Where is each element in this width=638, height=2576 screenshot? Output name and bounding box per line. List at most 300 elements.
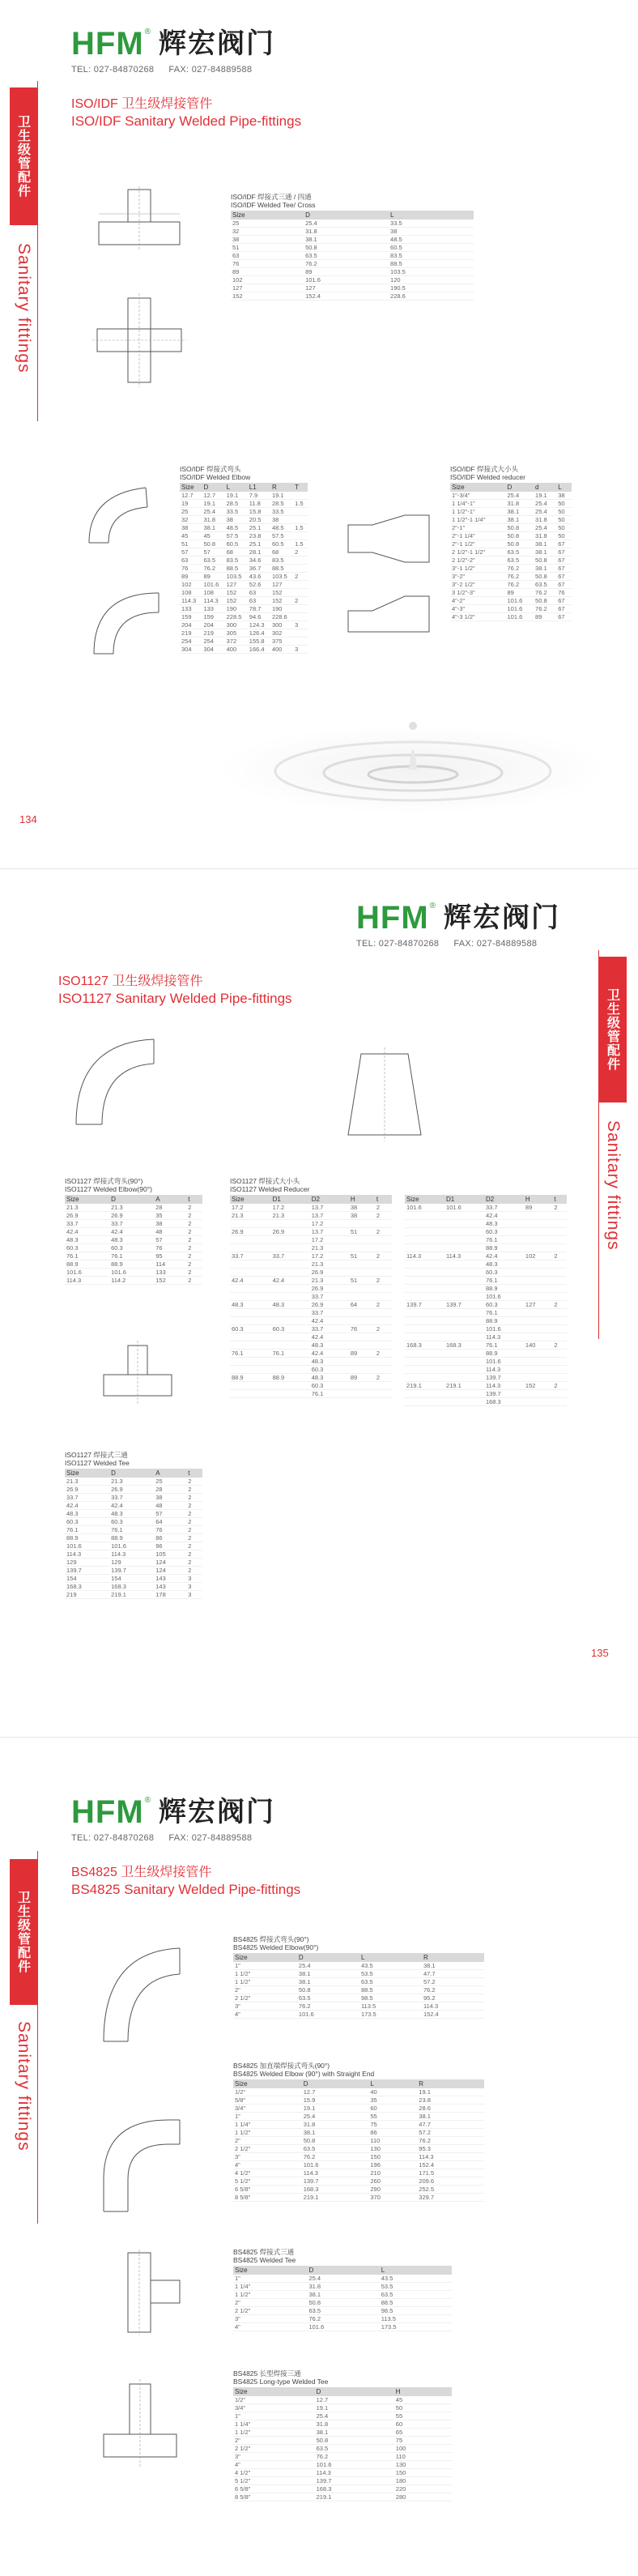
table-cell: 76.2 <box>315 2453 394 2461</box>
table-cell: 50 <box>556 532 572 540</box>
table-cell: 38.1 <box>202 524 224 532</box>
table-row <box>230 1325 392 1333</box>
column-header: L <box>380 2266 452 2275</box>
table-cell: 51 <box>349 1228 375 1236</box>
table-cell: 124.3 <box>248 621 270 629</box>
table-cell: 32 <box>180 516 202 524</box>
table-cell: 2 <box>293 548 308 557</box>
table-cell: 76.1 <box>230 1350 271 1358</box>
table-cell: 2 <box>186 1526 202 1534</box>
table-cell: 76.2 <box>534 589 556 597</box>
table-row <box>231 252 474 260</box>
table-cell: 2 <box>375 1350 392 1358</box>
table-cell: 63.5 <box>359 1978 422 1986</box>
side-divider <box>37 81 38 421</box>
table-cell <box>271 1317 310 1325</box>
table-cell: 108 <box>202 589 224 597</box>
column-header: t <box>186 1195 202 1204</box>
column-header: D <box>307 2266 379 2275</box>
table-cell <box>405 1269 444 1277</box>
table-cell: 60.3 <box>310 1382 349 1390</box>
table-cell: 88.5 <box>389 260 474 268</box>
table-cell: 26.9 <box>65 1486 109 1494</box>
table-cell: 76 <box>231 260 304 268</box>
table-cell: 139.7 <box>484 1374 524 1382</box>
table-cell: 228.5 <box>225 613 248 621</box>
table-cell: 88.5 <box>380 2299 452 2307</box>
table-cell: 114.2 <box>109 1277 154 1285</box>
table-cell: 60.3 <box>310 1366 349 1374</box>
column-header: L <box>359 1953 422 1962</box>
table-cell: 2" <box>233 1986 297 1994</box>
table-cell <box>405 1350 444 1358</box>
table-cell: 88.9 <box>109 1260 154 1269</box>
elbow-table: BS4825 焊接式弯头(90°) BS4825 Welded Elbow(90°) Size D L R 1" 25.4 43.5 38.1 1 1/2" 38.1 53.5 47.7 1 1/2" 38.1 63.5 57.2 2" 50.8 88.5 76.2 2 1/2" 63.5 98.5 95.2 3" 76.2 113.5 114.3 4" 101.6 173.5 152.4 <box>233 1935 484 2019</box>
table-row <box>233 2412 452 2420</box>
table-cell: 50.8 <box>302 2137 369 2145</box>
table-cell <box>375 1366 392 1374</box>
column-header: Size <box>231 211 304 220</box>
table-cell: 50.8 <box>315 2437 394 2445</box>
table-cell: 101.6 <box>405 1204 444 1212</box>
table-cell: 25 <box>231 220 304 228</box>
table-cell: 4" <box>233 2323 307 2331</box>
table-cell: 5/8" <box>233 2096 302 2105</box>
table-row <box>180 532 308 540</box>
table-cell: 4 1/2" <box>233 2169 302 2177</box>
table-cell: 60.3 <box>484 1228 524 1236</box>
table-cell: 57 <box>154 1236 186 1244</box>
table-row <box>230 1317 392 1325</box>
table-cell: 101.6 <box>484 1293 524 1301</box>
table-cell <box>375 1236 392 1244</box>
brand-name: HFM <box>356 900 429 936</box>
table-cell: 400 <box>225 646 248 654</box>
table-cell: 120 <box>389 276 474 284</box>
table-cell: 76.1 <box>271 1350 310 1358</box>
table-cell: 47.7 <box>417 2121 484 2129</box>
table-row <box>180 597 308 605</box>
table-cell <box>552 1269 567 1277</box>
table-cell: 171.5 <box>417 2169 484 2177</box>
table-cell: 86 <box>154 1534 186 1542</box>
table-cell: 2"-1" <box>450 524 506 532</box>
table-cell: 50 <box>556 500 572 508</box>
table-row <box>405 1228 567 1236</box>
table-row <box>450 573 572 581</box>
table-cell: 42.4 <box>65 1228 109 1236</box>
table-cell: 3" <box>233 2153 302 2161</box>
table-cell <box>524 1260 553 1269</box>
column-header: Size <box>65 1195 109 1204</box>
table-cell: 55 <box>368 2113 417 2121</box>
column-header: L <box>556 483 572 492</box>
table-cell: 3/4" <box>233 2404 315 2412</box>
page-title: ISO1127 卫生级焊接管件 ISO1127 Sanitary Welded Pipe-fittings <box>58 975 292 1006</box>
table-cell: 42.4 <box>310 1350 349 1358</box>
table-row <box>230 1260 392 1269</box>
table-cell: 114.3 <box>484 1382 524 1390</box>
table-cell: 88.9 <box>484 1285 524 1293</box>
table-cell: 12.7 <box>202 492 224 500</box>
table-cell: 2 <box>186 1236 202 1244</box>
table-cell: 60.3 <box>109 1244 154 1252</box>
column-header: Size <box>233 1953 297 1962</box>
table-cell <box>405 1228 444 1236</box>
table-cell: 76 <box>556 589 572 597</box>
table-cell <box>552 1350 567 1358</box>
table-cell: 76.2 <box>307 2315 379 2323</box>
table-row <box>450 492 572 500</box>
table-cell: 57 <box>154 1510 186 1518</box>
table-cell: 143 <box>154 1583 186 1591</box>
table-row <box>450 557 572 565</box>
table-cell <box>293 492 308 500</box>
table-cell: 42.4 <box>109 1228 154 1236</box>
table-cell: 2 1/2" <box>233 2307 307 2315</box>
table-cell: 2 <box>293 573 308 581</box>
table-cell: 168.3 <box>444 1341 484 1350</box>
column-header: D <box>506 483 534 492</box>
table-row <box>405 1374 567 1382</box>
table-cell <box>293 581 308 589</box>
table-cell: 26.9 <box>310 1301 349 1309</box>
column-header: D <box>297 1953 359 1962</box>
table-cell: 53.5 <box>359 1970 422 1978</box>
table-cell: 76.1 <box>484 1236 524 1244</box>
table-cell: 67 <box>556 540 572 548</box>
table-cell: 42.4 <box>65 1502 109 1510</box>
elbow-straight-table: BS4825 加直端焊接式弯头(90°) BS4825 Welded Elbow (90°) with Straight End Size D L R 1/2" 12.7 40 19.1 5/8" 15.9 35 23.8 3/4" 19.1 60 28.6 1" 25.4 55 38.1 1 1/4" 31.8 75 47.7 1 1/2" 38.1 86 57.2 2" 50.8 110 76.2 2 1/2" 63.5 130 95.3 3" 76.2 150 114.3 4" 101.6 196 152.4 4 1/2" 114.3 210 171.5 5 1/2" 139.7 260 209.6 6 5/8" 168.3 290 252.5 8 5/8" 219.1 370 329.7 <box>233 2062 484 2202</box>
table-cell: 38.1 <box>534 548 556 557</box>
table-cell <box>230 1358 271 1366</box>
table-row <box>230 1341 392 1350</box>
table-row <box>65 1486 202 1494</box>
brand-name-cn: 辉宏阀门 <box>444 902 561 934</box>
table-cell: 19.1 <box>270 492 293 500</box>
table-row <box>180 500 308 508</box>
table-cell <box>444 1236 484 1244</box>
table-row <box>233 1962 484 1970</box>
table-row <box>65 1575 202 1583</box>
table-row <box>65 1212 202 1220</box>
table-cell: 63.5 <box>302 2145 369 2153</box>
table-cell: 168.3 <box>405 1341 444 1350</box>
table-cell: 57.5 <box>270 532 293 540</box>
table-row <box>65 1494 202 1502</box>
table-cell <box>375 1285 392 1293</box>
table-cell: 21.3 <box>271 1212 310 1220</box>
table-cell: 168.3 <box>109 1583 154 1591</box>
table-cell: 48.3 <box>484 1220 524 1228</box>
table-cell: 254 <box>180 638 202 646</box>
table-cell: 114.3 <box>65 1277 109 1285</box>
table-row <box>233 2396 452 2404</box>
table-cell: 60.3 <box>230 1325 271 1333</box>
table-cell: 101.6 <box>304 276 389 284</box>
table-cell <box>405 1317 444 1325</box>
table-cell: 133 <box>202 605 224 613</box>
table-row <box>180 638 308 646</box>
column-header: D1 <box>444 1195 484 1204</box>
table-cell: 190.5 <box>389 284 474 292</box>
table-cell: 38 <box>231 236 304 244</box>
table-cell: 31.8 <box>534 532 556 540</box>
table-cell: 1 1/2"-1 1/4" <box>450 516 506 524</box>
table-cell: 25.4 <box>307 2275 379 2283</box>
page-number: 135 <box>591 1647 609 1659</box>
table-cell: 38.1 <box>304 236 389 244</box>
table-row <box>450 589 572 597</box>
table-cell: 101.6 <box>109 1269 154 1277</box>
table-row <box>180 492 308 500</box>
table-cell <box>230 1390 271 1398</box>
table-cell: 21.3 <box>65 1478 109 1486</box>
reducer-table-continued <box>405 1193 567 1406</box>
table-cell <box>524 1366 553 1374</box>
table-cell: 1/2" <box>233 2088 302 2096</box>
table-cell: 76.2 <box>202 565 224 573</box>
table-cell: 67 <box>556 565 572 573</box>
table-row <box>65 1542 202 1550</box>
table-cell: 13.7 <box>310 1212 349 1220</box>
table-cell: 304 <box>202 646 224 654</box>
table-cell: 139.7 <box>315 2477 394 2485</box>
table-cell <box>375 1244 392 1252</box>
catalog-page-135 <box>0 868 638 1737</box>
table-cell <box>552 1325 567 1333</box>
table-cell: 3 1/2"-3" <box>450 589 506 597</box>
table-row <box>233 1970 484 1978</box>
table-cell: 375 <box>270 638 293 646</box>
reducer-table: ISO1127 焊接式大小头 ISO1127 Welded Reducer Size D1 D2 H t 17.2 17.2 13.7 38 2 21.3 21.3 13.7 38 2 17.2 26.9 26.9 13.7 51 2 17.2 21.3 33.7 33.7 17.2 51 2 21.3 26.9 42.4 42.4 21.3 51 2 26.9 33.7 48.3 48.3 26.9 64 2 33.7 42.4 60.3 60.3 33.7 76 2 42.4 48.3 76.1 76.1 42.4 89 2 48.3 60.3 88.9 88.9 48.3 89 2 60.3 76.1 <box>230 1177 392 1398</box>
column-header: D2 <box>310 1195 349 1204</box>
table-cell <box>552 1236 567 1244</box>
table-row <box>230 1333 392 1341</box>
table-cell <box>405 1293 444 1301</box>
table-cell: 48.3 <box>230 1301 271 1309</box>
table-cell: 38.1 <box>534 540 556 548</box>
table-cell: 75 <box>368 2121 417 2129</box>
table-cell: 60.3 <box>65 1518 109 1526</box>
table-cell: 13.7 <box>310 1228 349 1236</box>
table-cell: 60.3 <box>484 1301 524 1309</box>
table-cell <box>271 1341 310 1350</box>
table-row <box>405 1358 567 1366</box>
table-cell <box>552 1317 567 1325</box>
column-header: Size <box>450 483 506 492</box>
table-cell: 28 <box>154 1486 186 1494</box>
table-cell <box>552 1309 567 1317</box>
table-cell: 45 <box>202 532 224 540</box>
table-cell <box>375 1333 392 1341</box>
table-cell: 252.5 <box>417 2186 484 2194</box>
table-row <box>230 1390 392 1398</box>
table-cell: 219 <box>65 1591 109 1599</box>
table-cell: 26.9 <box>109 1486 154 1494</box>
table-row <box>65 1204 202 1212</box>
table-cell: 50.8 <box>297 1986 359 1994</box>
table-cell: 2 <box>375 1374 392 1382</box>
brand-logo: HFM ® 辉宏阀门 <box>71 1794 276 1830</box>
table-row <box>230 1277 392 1285</box>
table-cell: 1.5 <box>293 540 308 548</box>
side-tab-cn: 卫生级管配件 <box>10 1859 37 2005</box>
table-cell <box>524 1358 553 1366</box>
table-row <box>65 1277 202 1285</box>
table-cell: 38.1 <box>297 1970 359 1978</box>
table-cell <box>349 1382 375 1390</box>
elbow-table: ISO1127 焊接式弯头(90°) ISO1127 Welded Elbow(90°) Size D A t 21.3 21.3 28 2 26.9 26.9 35 2 33.7 33.7 38 2 42.4 42.4 48 2 48.3 48.3 57 2 60.3 60.3 76 2 76.1 76.1 95 2 88.9 88.9 114 2 101.6 101.6 133 2 114.3 114.2 152 2 <box>65 1177 202 1285</box>
table-cell: 102 <box>180 581 202 589</box>
table-cell: 113.5 <box>359 2002 422 2011</box>
table-cell: 154 <box>109 1575 154 1583</box>
table-cell <box>375 1358 392 1366</box>
table-cell: 1" <box>233 2113 302 2121</box>
table-cell: 254 <box>202 638 224 646</box>
table-cell <box>271 1333 310 1341</box>
table-cell: 21.3 <box>310 1277 349 1285</box>
table-cell: 57 <box>202 548 224 557</box>
table-cell <box>293 605 308 613</box>
elbow-drawing-2 <box>78 577 167 658</box>
table-cell <box>524 1236 553 1244</box>
table-cell: 219.1 <box>109 1591 154 1599</box>
reducer-drawing <box>340 1046 429 1143</box>
table-cell <box>271 1358 310 1366</box>
table-cell: 114.3 <box>405 1252 444 1260</box>
table-cell: 4"-3" <box>450 605 506 613</box>
table-cell: 143 <box>154 1575 186 1583</box>
table-cell: 33.7 <box>65 1494 109 1502</box>
table-row <box>233 2113 484 2121</box>
table-row <box>450 597 572 605</box>
table-cell: 260 <box>368 2177 417 2186</box>
table-cell: 33.7 <box>230 1252 271 1260</box>
table-cell: 76 <box>154 1244 186 1252</box>
table-cell: 101.6 <box>202 581 224 589</box>
column-header: Size <box>233 2079 302 2088</box>
table-cell: 35 <box>154 1212 186 1220</box>
table-row <box>231 276 474 284</box>
table-cell: 38 <box>154 1220 186 1228</box>
table-cell: 50.8 <box>506 524 534 532</box>
table-cell <box>405 1285 444 1293</box>
table-row <box>233 2291 452 2299</box>
table-cell: 113.5 <box>380 2315 452 2323</box>
column-header: Size <box>180 483 202 492</box>
table-cell: 2 <box>375 1252 392 1260</box>
table-cell: 2 <box>375 1228 392 1236</box>
table-cell: 2"-1 1/4" <box>450 532 506 540</box>
table-cell: 32 <box>231 228 304 236</box>
table-cell: 101.6 <box>484 1325 524 1333</box>
table-cell <box>230 1244 271 1252</box>
table-cell <box>524 1374 553 1382</box>
table-cell: 2 <box>186 1277 202 1285</box>
table-cell: 83.5 <box>225 557 248 565</box>
table-cell: 152 <box>270 589 293 597</box>
table-cell <box>349 1260 375 1269</box>
table-row <box>233 2323 452 2331</box>
table-cell: 2 <box>375 1325 392 1333</box>
table-cell: 48.3 <box>271 1301 310 1309</box>
table-row <box>230 1236 392 1244</box>
table-cell: 209.6 <box>417 2177 484 2186</box>
table-cell: 98.5 <box>380 2307 452 2315</box>
table-row <box>65 1502 202 1510</box>
table-cell: 26.9 <box>65 1212 109 1220</box>
table-cell <box>349 1366 375 1374</box>
column-header: R <box>422 1953 484 1962</box>
table-row <box>233 2002 484 2011</box>
table-cell: 88.9 <box>65 1260 109 1269</box>
table-row <box>233 2121 484 2129</box>
table-cell: 67 <box>556 613 572 621</box>
table-cell: 114.3 <box>484 1366 524 1374</box>
contact-info: TEL: 027-84870268 FAX: 027-84889588 <box>71 65 253 75</box>
table-cell: 127 <box>304 284 389 292</box>
table-cell <box>405 1398 444 1406</box>
table-cell: 2 <box>186 1510 202 1518</box>
table-cell: 133 <box>180 605 202 613</box>
table-cell: 67 <box>556 597 572 605</box>
table-cell: 42.4 <box>230 1277 271 1285</box>
table-cell: 65 <box>394 2429 452 2437</box>
table-cell: 2 <box>186 1534 202 1542</box>
tee-cross-table: ISO/IDF 焊接式三通 / 四通 ISO/IDF Welded Tee/ Cross Size D L 25 25.4 33.5 32 31.8 38 38 38.1 48.5 51 50.8 60.5 63 63.5 83.5 76 76.2 88.5 89 89 103.5 102 101.6 120 127 127 190.5 152 152.4 228.6 <box>231 193 474 301</box>
table-cell: 11.8 <box>248 500 270 508</box>
table-row <box>233 2429 452 2437</box>
table-cell: 159 <box>202 613 224 621</box>
table-cell: 25.4 <box>297 1962 359 1970</box>
table-cell: 68 <box>270 548 293 557</box>
table-cell: 3 <box>186 1583 202 1591</box>
table-cell <box>349 1317 375 1325</box>
table-cell: 19.1 <box>534 492 556 500</box>
table-cell: 8 5/8" <box>233 2194 302 2202</box>
table-cell: 33.7 <box>271 1252 310 1260</box>
table-row <box>233 2299 452 2307</box>
table-cell: 1/2" <box>233 2396 315 2404</box>
table-cell <box>552 1212 567 1220</box>
table-row <box>405 1252 567 1260</box>
table-cell: 48.5 <box>270 524 293 532</box>
table-cell: 3"-1 1/2" <box>450 565 506 573</box>
brand-name: HFM <box>71 1794 144 1830</box>
table-cell <box>405 1358 444 1366</box>
table-cell <box>405 1390 444 1398</box>
table-cell: 2" <box>233 2137 302 2145</box>
table-cell: 110 <box>394 2453 452 2461</box>
table-cell: 63 <box>248 597 270 605</box>
table-cell: 34.6 <box>248 557 270 565</box>
table-row <box>231 260 474 268</box>
table-cell: 33.7 <box>65 1220 109 1228</box>
table-cell: 89 <box>231 268 304 276</box>
page-title: BS4825 卫生级焊接管件 BS4825 Sanitary Welded Pipe-fittings <box>71 1866 301 1897</box>
table-cell: 124 <box>154 1559 186 1567</box>
table-cell: 110 <box>368 2137 417 2145</box>
table-cell <box>524 1293 553 1301</box>
table-row <box>230 1293 392 1301</box>
table-cell: 1 1/4" <box>233 2420 315 2429</box>
table-row <box>65 1534 202 1542</box>
side-tab-en: Sanitary fittings <box>604 1120 623 1251</box>
table-cell <box>444 1309 484 1317</box>
table-row <box>405 1277 567 1285</box>
table-cell: 114.3 <box>417 2153 484 2161</box>
